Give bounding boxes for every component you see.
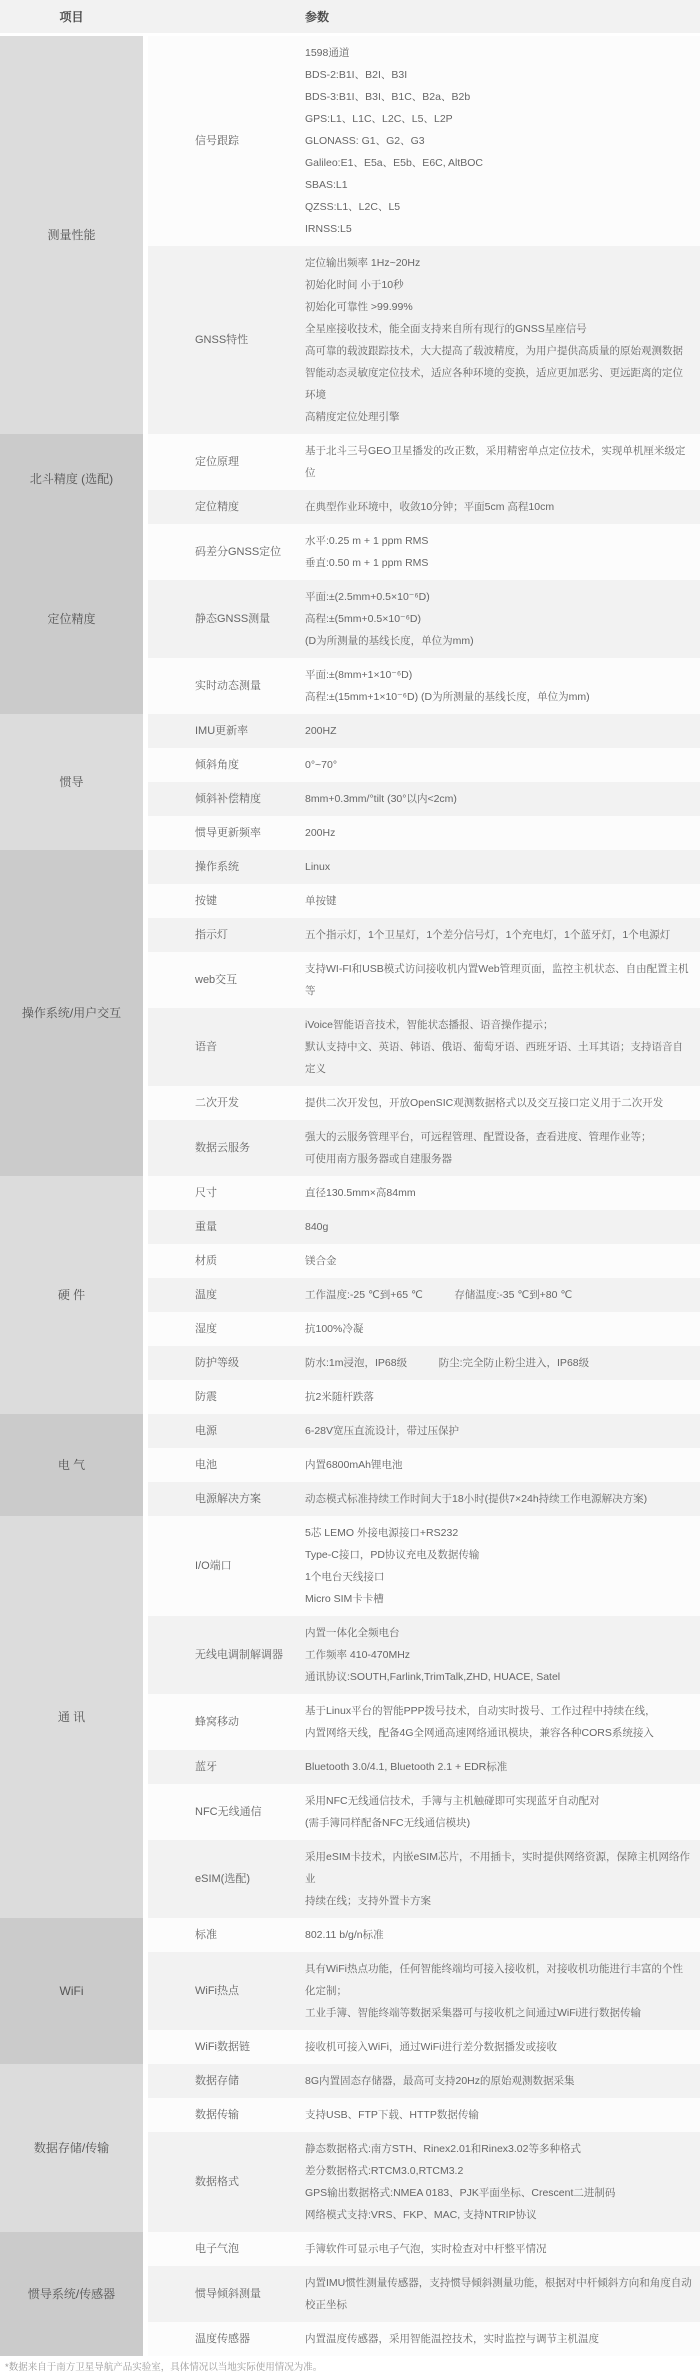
spec-label: WiFi数据链 [195,2040,250,2053]
section-rows [148,524,700,714]
spec-values [305,658,700,714]
spec-label: 蜂窝移动 [195,1715,239,1728]
spec-values [305,2064,700,2098]
spec-value-line: QZSS:L1、L2C、L5 [305,201,401,213]
footnote: *数据来自于南方卫星导航产品实验室，具体情况以当地实际使用情况为准。 [5,2362,323,2373]
spec-section [0,714,700,850]
section-rows [148,850,700,1176]
section-rows [148,36,700,434]
spec-value-line: 高程:±(5mm+0.5×10⁻⁶D) [305,613,421,625]
category-cell: 定位精度 [0,524,143,714]
spec-row [148,884,700,918]
spec-label: 指示灯 [195,928,228,941]
spec-value-line: 静态数据格式:南方STH、Rinex2.01和Rinex3.02等多种格式 [305,2143,581,2155]
spec-value-line: iVoice智能语音技术，智能状态播报、语音操作提示； [305,1019,554,1031]
spec-value-line: 高程:±(15mm+1×10⁻⁶D) (D为所测量的基线长度，单位为mm) [305,691,590,703]
spec-row [148,580,700,658]
spec-label: 湿度 [195,1322,217,1335]
spec-value-line: Galileo:E1、E5a、E5b、E6C, AltBOC [305,157,483,169]
spec-row [148,1840,700,1918]
spec-value-line: GLONASS: G1、G2、G3 [305,135,425,147]
spec-label: IMU更新率 [195,724,249,737]
spec-values [305,1244,700,1278]
spec-values [305,884,700,918]
spec-values [305,246,700,434]
spec-value-line: (D为所测量的基线长度，单位为mm) [305,635,474,647]
spec-label: 静态GNSS测量 [195,612,271,625]
spec-value-line: Linux [305,861,331,873]
spec-label: 温度 [195,1288,217,1301]
spec-row [148,1120,700,1176]
spec-label: 数据云服务 [195,1141,250,1154]
spec-value-line: 防水:1m浸泡，IP68级 防尘:完全防止粉尘进入，IP68级 [305,1357,590,1369]
spec-value-line: 持续在线；支持外置卡方案 [305,1895,431,1907]
spec-value-line: 内置温度传感器，采用智能温控技术，实时监控与调节主机温度 [305,2333,599,2345]
spec-value-line: (需手簿同样配备NFC无线通信模块) [305,1817,471,1829]
spec-value-line: 动态模式标准持续工作时间大于18小时(提供7×24h持续工作电源解决方案) [305,1493,648,1505]
spec-label: eSIM(选配) [195,1872,250,1885]
spec-value-line: 工作频率 410-470MHz [305,1649,411,1661]
spec-value-line: BDS-2:B1I、B2I、B3I [305,69,408,81]
spec-value-line: 网络模式支持:VRS、FKP、MAC, 支持NTRIP协议 [305,2209,537,2221]
spec-values [305,1918,700,1952]
spec-values [305,2098,700,2132]
spec-value-line: 内置IMU惯性测量传感器，支持惯导倾斜测量功能，根据对中杆倾斜方向和角度自动校正坐标 [305,2277,692,2311]
spec-row [148,36,700,246]
spec-row [148,816,700,850]
category-cell: 惯导系统/传感器 [0,2232,143,2356]
spec-section [0,1918,700,2064]
section-rows [148,1176,700,1414]
spec-row [148,2322,700,2356]
spec-value-line: 直径130.5mm×高84mm [305,1187,416,1199]
spec-row [148,1414,700,1448]
spec-label: 倾斜角度 [195,758,239,771]
spec-row [148,952,700,1008]
spec-label: 语音 [195,1040,217,1053]
spec-value-line: 全星座接收技术，能全面支持来自所有现行的GNSS星座信号 [305,323,587,335]
category-cell: 硬 件 [0,1176,143,1414]
table-header [0,0,700,33]
spec-values [305,2266,700,2322]
section-rows [148,1414,700,1516]
spec-label: 电池 [195,1458,217,1471]
spec-label: 电源解决方案 [195,1492,261,1505]
spec-value-line: 提供二次开发包，开放OpenSIC观测数据格式以及交互接口定义用于二次开发 [305,1097,664,1109]
spec-values [305,1616,700,1694]
spec-value-line: 6-28V宽压直流设计，带过压保护 [305,1425,460,1437]
spec-value-line: 具有WiFi热点功能，任何智能终端均可接入接收机，对接收机功能进行丰富的个性化定制； [305,1963,683,1997]
spec-value-line: 默认支持中文、英语、韩语、俄语、葡萄牙语、西班牙语、土耳其语；支持语音自定义 [305,1041,683,1075]
spec-value-line: 平面:±(2.5mm+0.5×10⁻⁶D) [305,591,430,603]
spec-value-line: 垂直:0.50 m + 1 ppm RMS [305,557,429,569]
spec-values [305,1086,700,1120]
spec-label: 按键 [195,894,217,907]
spec-values [305,1448,700,1482]
spec-values [305,2030,700,2064]
spec-value-line: 内置6800mAh锂电池 [305,1459,403,1471]
spec-value-line: 840g [305,1221,329,1233]
spec-value-line: 支持USB、FTP下载、HTTP数据传输 [305,2109,479,2121]
spec-row [148,1784,700,1840]
spec-label: 二次开发 [195,1096,239,1109]
spec-values [305,2322,700,2356]
spec-label: 防护等级 [195,1356,239,1369]
spec-row [148,2232,700,2266]
spec-values [305,1346,700,1380]
spec-values [305,816,700,850]
spec-row [148,2064,700,2098]
section-rows [148,1516,700,1918]
spec-row [148,2098,700,2132]
category-cell: 数据存储/传输 [0,2064,143,2232]
spec-value-line: 802.11 b/g/n标准 [305,1929,384,1941]
spec-values [305,952,700,1008]
spec-row [148,1210,700,1244]
section-rows [148,1918,700,2064]
spec-value-line: 1个电台天线接口 [305,1571,385,1583]
spec-values [305,1482,700,1516]
spec-values [305,1176,700,1210]
spec-value-line: 接收机可接入WiFi，通过WiFi进行差分数据播发或接收 [305,2041,557,2053]
spec-values [305,2232,700,2266]
spec-row [148,1616,700,1694]
spec-values [305,782,700,816]
spec-label: WiFi热点 [195,1984,239,1997]
spec-label: 数据格式 [195,2175,239,2188]
spec-value-line: 初始化可靠性 >99.99% [305,301,413,313]
spec-value-line: 200Hz [305,827,336,839]
spec-row [148,1312,700,1346]
spec-table [0,36,700,2356]
spec-value-line: 工业手簿、智能终端等数据采集器可与接收机之间通过WiFi进行数据传输 [305,2007,641,2019]
spec-section [0,2232,700,2356]
spec-row [148,1380,700,1414]
section-rows [148,714,700,850]
spec-values [305,1784,700,1840]
spec-value-line: Type-C接口，PD协议充电及数据传输 [305,1549,480,1561]
spec-values [305,850,700,884]
spec-label: 温度传感器 [195,2332,250,2345]
spec-value-line: 平面:±(8mm+1×10⁻⁶D) [305,669,413,681]
spec-value-line: 在典型作业环境中，收敛10分钟；平面5cm 高程10cm [305,501,555,513]
spec-row [148,246,700,434]
spec-row [148,1278,700,1312]
spec-row [148,1244,700,1278]
spec-value-line: 水平:0.25 m + 1 ppm RMS [305,535,429,547]
spec-section [0,524,700,714]
spec-section [0,434,700,524]
spec-row [148,1750,700,1784]
spec-row [148,1516,700,1616]
spec-label: 操作系统 [195,860,239,873]
spec-value-line: BDS-3:B1I、B3I、B1C、B2a、B2b [305,91,471,103]
spec-value-line: 差分数据格式:RTCM3.0,RTCM3.2 [305,2165,464,2177]
spec-value-line: 高精度定位处理引擎 [305,411,400,423]
spec-values [305,1210,700,1244]
category-cell: 电 气 [0,1414,143,1516]
spec-label: 定位原理 [195,455,239,468]
column-header-param: 参数 [305,10,330,24]
spec-label: NFC无线通信 [195,1805,262,1818]
spec-row [148,918,700,952]
spec-value-line: 基于Linux平台的智能PPP拨号技术，自动实时拨号、工作过程中持续在线， [305,1705,656,1717]
spec-row [148,714,700,748]
spec-label: 尺寸 [195,1186,217,1199]
spec-value-line: 五个指示灯，1个卫星灯，1个差分信号灯，1个充电灯，1个蓝牙灯，1个电源灯 [305,929,671,941]
spec-value-line: 通讯协议:SOUTH,Farlink,TrimTalk,ZHD, HUACE, Satel [305,1671,561,1683]
spec-values [305,918,700,952]
spec-label: I/O端口 [195,1559,232,1572]
category-cell: WiFi [0,1918,143,2064]
spec-values [305,1414,700,1448]
spec-row [148,1952,700,2030]
spec-value-line: IRNSS:L5 [305,223,352,235]
category-cell: 北斗精度 (选配) [0,434,143,524]
spec-values [305,36,700,246]
category-cell: 操作系统/用户交互 [0,850,143,1176]
spec-value-line: 可使用南方服务器或自建服务器 [305,1153,452,1165]
spec-label: 电子气泡 [195,2242,239,2255]
spec-value-line: 手簿软件可显示电子气泡，实时检查对中杆整平情况 [305,2243,547,2255]
spec-row [148,850,700,884]
spec-values [305,1694,700,1750]
spec-value-line: Bluetooth 3.0/4.1, Bluetooth 2.1 + EDR标准 [305,1761,508,1773]
spec-values [305,714,700,748]
spec-values [305,1840,700,1918]
spec-row [148,2030,700,2064]
spec-row [148,1176,700,1210]
spec-label: 定位精度 [195,500,239,513]
spec-values [305,524,700,580]
spec-row [148,1346,700,1380]
spec-section [0,850,700,1176]
spec-label: 数据传输 [195,2108,239,2121]
spec-row [148,434,700,490]
category-cell: 惯导 [0,714,143,850]
spec-values [305,2132,700,2232]
spec-values [305,434,700,490]
spec-value-line: 采用NFC无线通信技术，手簿与主机触碰即可实现蓝牙自动配对 [305,1795,600,1807]
spec-label: 重量 [195,1220,217,1233]
spec-value-line: 抗2米随杆跌落 [305,1391,374,1403]
spec-row [148,1694,700,1750]
spec-value-line: 采用eSIM卡技术，内嵌eSIM芯片，不用插卡，实时提供网络资源，保障主机网络作业 [305,1851,691,1885]
spec-row [148,1482,700,1516]
spec-row [148,1008,700,1086]
spec-label: 无线电调制解调器 [195,1648,283,1661]
spec-section [0,1516,700,1918]
category-cell: 通 讯 [0,1516,143,1918]
spec-values [305,1278,700,1312]
spec-value-line: Micro SIM卡卡槽 [305,1593,384,1605]
spec-values [305,1750,700,1784]
spec-value-line: 8G内置固态存储器，最高可支持20Hz的原始观测数据采集 [305,2075,575,2087]
spec-value-line: 镁合金 [305,1255,337,1267]
spec-label: web交互 [195,973,238,986]
spec-value-line: 200HZ [305,725,337,737]
spec-value-line: 内置一体化全频电台 [305,1627,400,1639]
spec-label: 惯导倾斜测量 [195,2287,261,2300]
spec-row [148,782,700,816]
section-rows [148,434,700,524]
spec-section [0,36,700,434]
spec-label: 实时动态测量 [195,679,261,692]
spec-value-line: SBAS:L1 [305,179,348,191]
spec-values [305,1120,700,1176]
spec-row [148,1448,700,1482]
spec-values [305,1516,700,1616]
spec-label: 码差分GNSS定位 [195,545,282,558]
spec-value-line: 内置网络天线，配备4G全网通高速网络通讯模块，兼容各种CORS系统接入 [305,1727,654,1739]
spec-label: 防震 [195,1390,217,1403]
spec-value-line: 初始化时间 小于10秒 [305,279,404,291]
column-header-item: 项目 [59,10,84,24]
spec-label: 材质 [195,1254,217,1267]
spec-values [305,1380,700,1414]
spec-label: 电源 [195,1424,217,1437]
spec-value-line: GPS:L1、L1C、L2C、L5、L2P [305,113,453,125]
spec-value-line: 基于北斗三号GEO卫星播发的改正数，采用精密单点定位技术，实现单机厘米级定位 [305,445,686,479]
spec-label: 信号跟踪 [195,134,239,147]
spec-section [0,2064,700,2232]
spec-values [305,490,700,524]
spec-value-line: 智能动态灵敏度定位技术，适应各种环境的变换，适应更加恶劣、更远距离的定位环境 [305,367,683,401]
spec-label: 数据存储 [195,2074,239,2087]
spec-label: GNSS特性 [195,333,249,346]
spec-row [148,1918,700,1952]
spec-row [148,524,700,580]
spec-value-line: 支持WI-FI和USB模式访问接收机内置Web管理页面，监控主机状态、自由配置主机等 [305,963,689,997]
spec-values [305,748,700,782]
spec-value-line: 高可靠的载波跟踪技术，大大提高了载波精度，为用户提供高质量的原始观测数据 [305,345,683,357]
section-rows [148,2232,700,2356]
spec-values [305,1952,700,2030]
spec-row [148,1086,700,1120]
spec-value-line: 单按键 [305,895,337,907]
spec-section [0,1414,700,1516]
spec-value-line: 8mm+0.3mm/°tilt (30°以内<2cm) [305,793,457,805]
spec-values [305,1312,700,1346]
spec-value-line: 工作温度:-25 ℃到+65 ℃ 存储温度:-35 ℃到+80 ℃ [305,1289,573,1301]
spec-value-line: 5芯 LEMO 外接电源接口+RS232 [305,1527,459,1539]
spec-label: 标准 [195,1928,217,1941]
spec-values [305,580,700,658]
spec-label: 蓝牙 [195,1760,217,1773]
spec-value-line: 强大的云服务管理平台，可远程管理、配置设备，查看进度、管理作业等； [305,1131,652,1143]
spec-value-line: 抗100%冷凝 [305,1323,364,1335]
section-rows [148,2064,700,2232]
spec-value-line: GPS输出数据格式:NMEA 0183、PJK平面坐标、Crescent二进制码 [305,2187,616,2199]
spec-row [148,2132,700,2232]
spec-row [148,658,700,714]
spec-row [148,2266,700,2322]
category-cell: 测量性能 [0,36,143,434]
spec-values [305,1008,700,1086]
spec-label: 惯导更新频率 [195,826,261,839]
spec-label: 倾斜补偿精度 [195,792,261,805]
spec-row [148,748,700,782]
spec-value-line: 0°~70° [305,759,338,771]
spec-value-line: 1598通道 [305,47,350,59]
spec-row [148,490,700,524]
spec-value-line: 定位输出频率 1Hz~20Hz [305,257,421,269]
spec-section [0,1176,700,1414]
